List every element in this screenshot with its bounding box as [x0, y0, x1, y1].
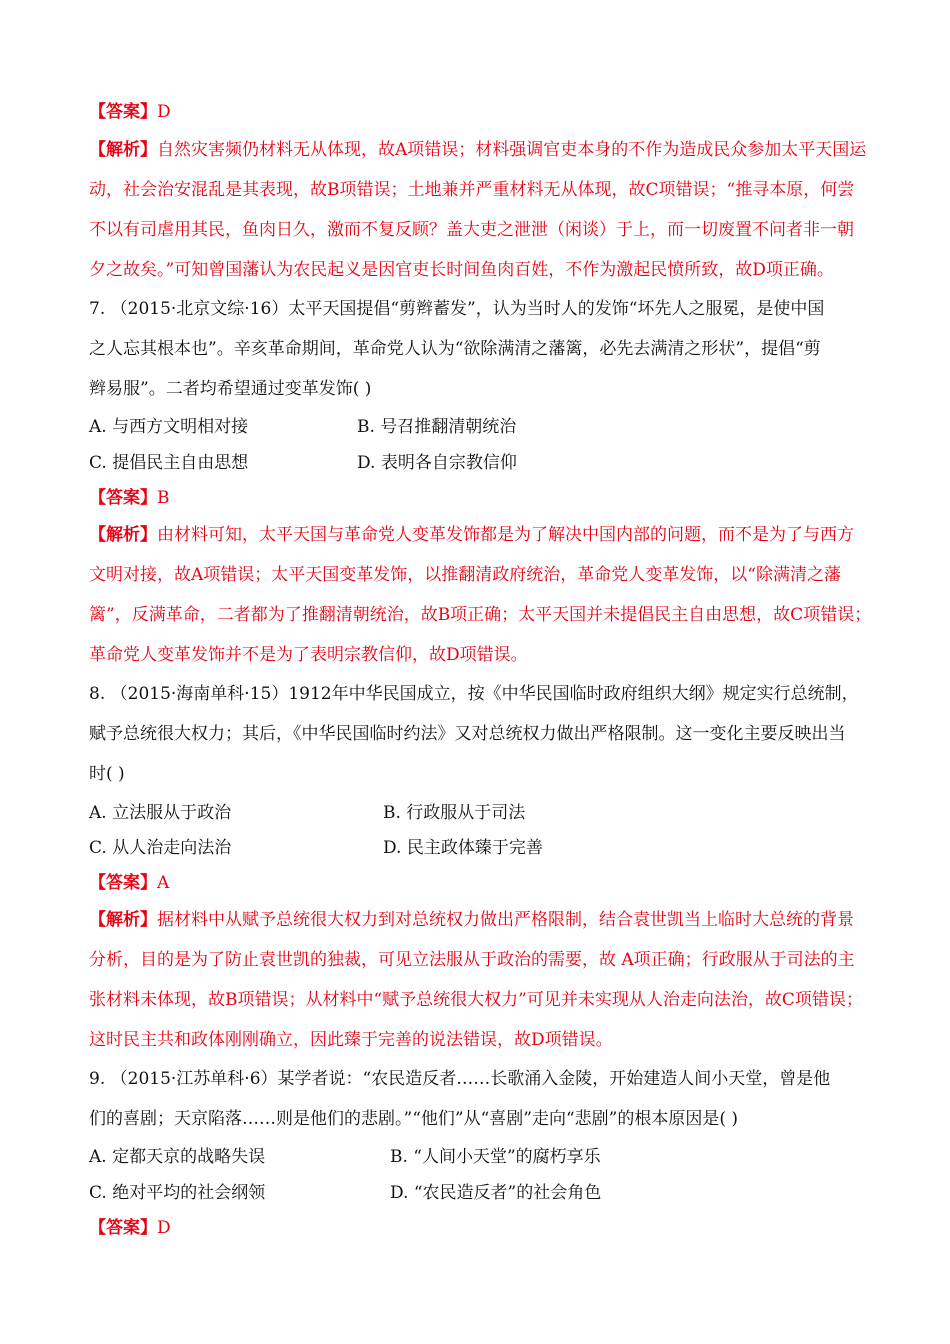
q6-answer-line	[89, 100, 171, 124]
q9-stem-line: 9. （2015·江苏单科·6）某学者说：“农民造反者……长歌涌入金陵，开始建造人间小天堂，曾是他	[89, 1069, 831, 1089]
q8-stem-line: 时( )	[89, 764, 125, 784]
q9-option-d: D. “农民造反者”的社会角色	[390, 1183, 602, 1203]
q7-stem-line: 7. （2015·北京文综·16）太平天国提倡“剪辫蓄发”，认为当时人的发饰“坏先人之服冕，是使中国	[89, 299, 825, 319]
q8-option-d: D. 民主政体臻于完善	[383, 838, 543, 858]
answer-value: B	[157, 488, 170, 508]
q9-answer-line	[89, 1216, 171, 1240]
q7-analysis-line: 篱”，反满革命，二者都为了推翻清朝统治，故B项正确；太平天国并未提倡民主自由思想，故C项错误；	[89, 605, 872, 625]
q8-analysis-line	[89, 908, 854, 932]
q7-stem-line: 之人忘其根本也”。辛亥革命期间，革命党人认为“欲除满清之藩篱，必先去满清之形状”，提倡“剪	[89, 339, 821, 359]
analysis-text: 自然灾害频仍材料无从体现，故A项错误；材料强调官吏本身的不作为造成民众参加太平天国运	[157, 140, 867, 160]
q9-option-a: A. 定都天京的战略失误	[89, 1147, 266, 1167]
analysis-tag: 【解析】	[89, 140, 157, 160]
q8-stem-line: 8. （2015·海南单科·15）1912年中华民国成立，按《中华民国临时政府组织大纲》规定实行总统制，	[89, 684, 859, 704]
q8-option-b: B. 行政服从于司法	[383, 803, 526, 823]
q8-analysis-line: 这时民主共和政体刚刚确立，因此臻于完善的说法错误，故D项错误。	[89, 1030, 613, 1050]
q6-analysis-line	[89, 138, 866, 162]
q8-answer-line	[89, 871, 169, 895]
q6-analysis-line: 夕之故矣。”可知曾国藩认为农民起义是因官吏长时间鱼肉百姓，不作为激起民愤所致，故D项正确。	[89, 260, 834, 280]
q8-stem-line: 赋予总统很大权力；其后，《中华民国临时约法》又对总统权力做出严格限制。这一变化主要反映出当	[89, 724, 846, 744]
q8-option-a: A. 立法服从于政治	[89, 803, 232, 823]
q7-analysis-line: 革命党人变革发饰并不是为了表明宗教信仰，故D项错误。	[89, 645, 528, 665]
q7-option-b: B. 号召推翻清朝统治	[357, 417, 517, 437]
q7-stem-line: 辫易服”。二者均希望通过变革发饰( )	[89, 379, 372, 399]
q8-option-c: C. 从人治走向法治	[89, 838, 232, 858]
q7-option-d: D. 表明各自宗教信仰	[357, 453, 517, 473]
analysis-text: 由材料可知，太平天国与革命党人变革发饰都是为了解决中国内部的问题，而不是为了与西方	[157, 525, 854, 545]
q8-analysis-line: 张材料未体现，故B项错误；从材料中“赋予总统很大权力”可见并未实现从人治走向法治，故C项错误；	[89, 990, 863, 1010]
answer-tag: 【答案】	[89, 488, 157, 508]
q6-analysis-line: 不以有司虐用其民，鱼肉日久，激而不复反顾？盖大吏之泄泄（闲谈）于上，而一切废置不问者非一朝	[89, 220, 854, 240]
q8-analysis-line: 分析，目的是为了防止袁世凯的独裁，可见立法服从于政治的需要，故 A项正确；行政服从于司法的主	[89, 950, 855, 970]
q9-stem-line: 们的喜剧；天京陷落……则是他们的悲剧。”“他们”从“喜剧”走向“悲剧”的根本原因是( )	[89, 1109, 739, 1129]
analysis-text: 据材料中从赋予总统很大权力到对总统权力做出严格限制，结合袁世凯当上临时大总统的背景	[157, 910, 854, 930]
q9-option-b: B. “人间小天堂”的腐朽享乐	[390, 1147, 601, 1167]
q7-option-a: A. 与西方文明相对接	[89, 417, 249, 437]
answer-tag: 【答案】	[89, 873, 157, 893]
analysis-tag: 【解析】	[89, 525, 157, 545]
analysis-tag: 【解析】	[89, 910, 157, 930]
q7-answer-line	[89, 486, 170, 510]
answer-tag: 【答案】	[89, 102, 157, 122]
answer-value: D	[157, 1218, 171, 1238]
answer-value: A	[157, 873, 170, 893]
q9-option-c: C. 绝对平均的社会纲领	[89, 1183, 266, 1203]
q7-analysis-line	[89, 523, 854, 547]
q7-analysis-line: 文明对接，故A项错误；太平天国变革发饰，以推翻清政府统治，革命党人变革发饰，以“除满清之藩	[89, 565, 841, 585]
q6-analysis-line: 动，社会治安混乱是其表现，故B项错误；土地兼并严重材料无从体现，故C项错误；“推寻本原，何尝	[89, 180, 855, 200]
q7-option-c: C. 提倡民主自由思想	[89, 453, 249, 473]
answer-value: D	[157, 102, 171, 122]
answer-tag: 【答案】	[89, 1218, 157, 1238]
